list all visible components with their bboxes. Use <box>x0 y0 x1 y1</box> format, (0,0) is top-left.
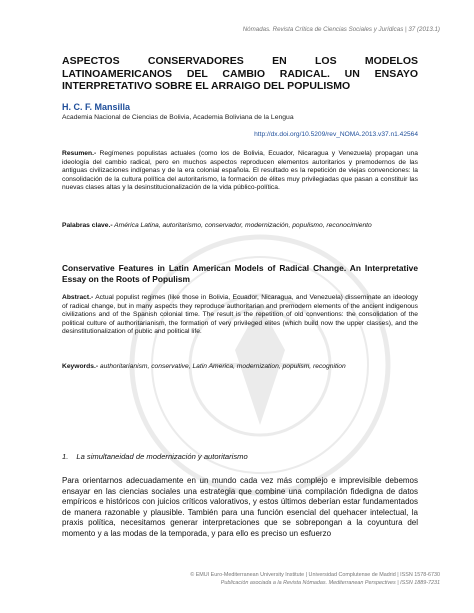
palabras-clave-text: América Latina, autoritarismo, conservador, modernización, populismo, reconocimiento <box>112 222 372 229</box>
section-title: La simultaneidad de modernización y autoritarismo <box>76 452 248 461</box>
resumen-text: Regímenes populistas actuales (como los de Bolivia, Ecuador, Nicaragua y Venezuela) propagan una ideología del cambio radical, pero en muchos aspectos reproducen elementos autoritarios y premodernos de las antiguas civilizaciones indígenas y de la era colonial española. El resultado es la repetición de viejas convenciones: la consolidación de la cultura política del autoritarismo, la formación de élites muy privilegiadas que pasan a constituir las nuevas clases altas y la desinstitucionalización de la vida público-política. <box>62 150 418 191</box>
body-paragraph: Para orientarnos adecuadamente en un mundo cada vez más complejo e imprevisible debemos ensayar en las ciencias sociales una estrategia que combine una compilación fidedigna de datos empíricos e históricos con juicios críticos valorativos, y estos últimos deberían estar fundamentados de manera razonable y plausible. También para una función esencial del quehacer intelectual, la praxis política, necesitamos generar interpretaciones que se sobrepongan a la coyuntura del momento y a las modas de la temporada, y para ello es preciso un esfuerzo <box>62 476 418 538</box>
keywords-text: authoritarianism, conservative, Latin America, modernization, populism, recognition <box>98 363 346 370</box>
article-title: ASPECTOS CONSERVADORES EN LOS MODELOS LATINOAMERICANOS DEL CAMBIO RADICAL. UN ENSAYO INTERPRETATIVO SOBRE EL ARRAIGO DEL POPULISMO <box>62 55 418 92</box>
author-affiliation: Academia Nacional de Ciencias de Bolivia, Academia Boliviana de la Lengua <box>62 114 294 121</box>
keywords-paragraph <box>62 363 418 372</box>
doi-link[interactable]: http://dx.doi.org/10.5209/rev_NOMA.2013.v37.n1.42564 <box>254 131 418 138</box>
abstract-paragraph <box>62 294 418 337</box>
resumen-paragraph <box>62 150 418 193</box>
section-heading <box>62 452 248 461</box>
abstract-text: Actual populist regimes (like those in Bolivia, Ecuador, Nicaragua, and Venezuela) disseminate an ideology of radical change, but in many aspects they reproduce authoritarian and premodern elements of the ancient indigenous civilizations and of the Spanish colonial time. The result is the repetition of old conventions: the consolidation of the political culture of authoritarianism, the formation of very privileged elites (which build now the upper classes), and the desinstitutionalization of public and political life. <box>62 294 418 335</box>
resumen-label: Resumen.- <box>62 150 97 157</box>
english-title: Conservative Features in Latin American Models of Radical Change. An Interpretative Essay on the Roots of Populism <box>62 263 418 284</box>
running-head: Nómadas. Revista Crítica de Ciencias Sociales y Jurídicas | 37 (2013.1) <box>242 26 440 33</box>
keywords-label: Keywords.- <box>62 363 99 370</box>
palabras-clave-label: Palabras clave.- <box>62 222 113 229</box>
abstract-label: Abstract.- <box>62 294 94 301</box>
footer-line-2: Publicación asociada a la Revista Nómadas. Mediterranean Perspectives | ISSN 1889-7231 <box>220 580 440 586</box>
section-number: 1. <box>62 452 69 461</box>
author-name: H. C. F. Mansilla <box>62 102 131 112</box>
page-footer <box>190 571 440 587</box>
footer-line-1: © EMUI Euro-Mediterranean University Institute | Universidad Complutense de Madrid | ISSN 1578-6730 <box>190 572 440 578</box>
palabras-clave-paragraph <box>62 222 418 231</box>
